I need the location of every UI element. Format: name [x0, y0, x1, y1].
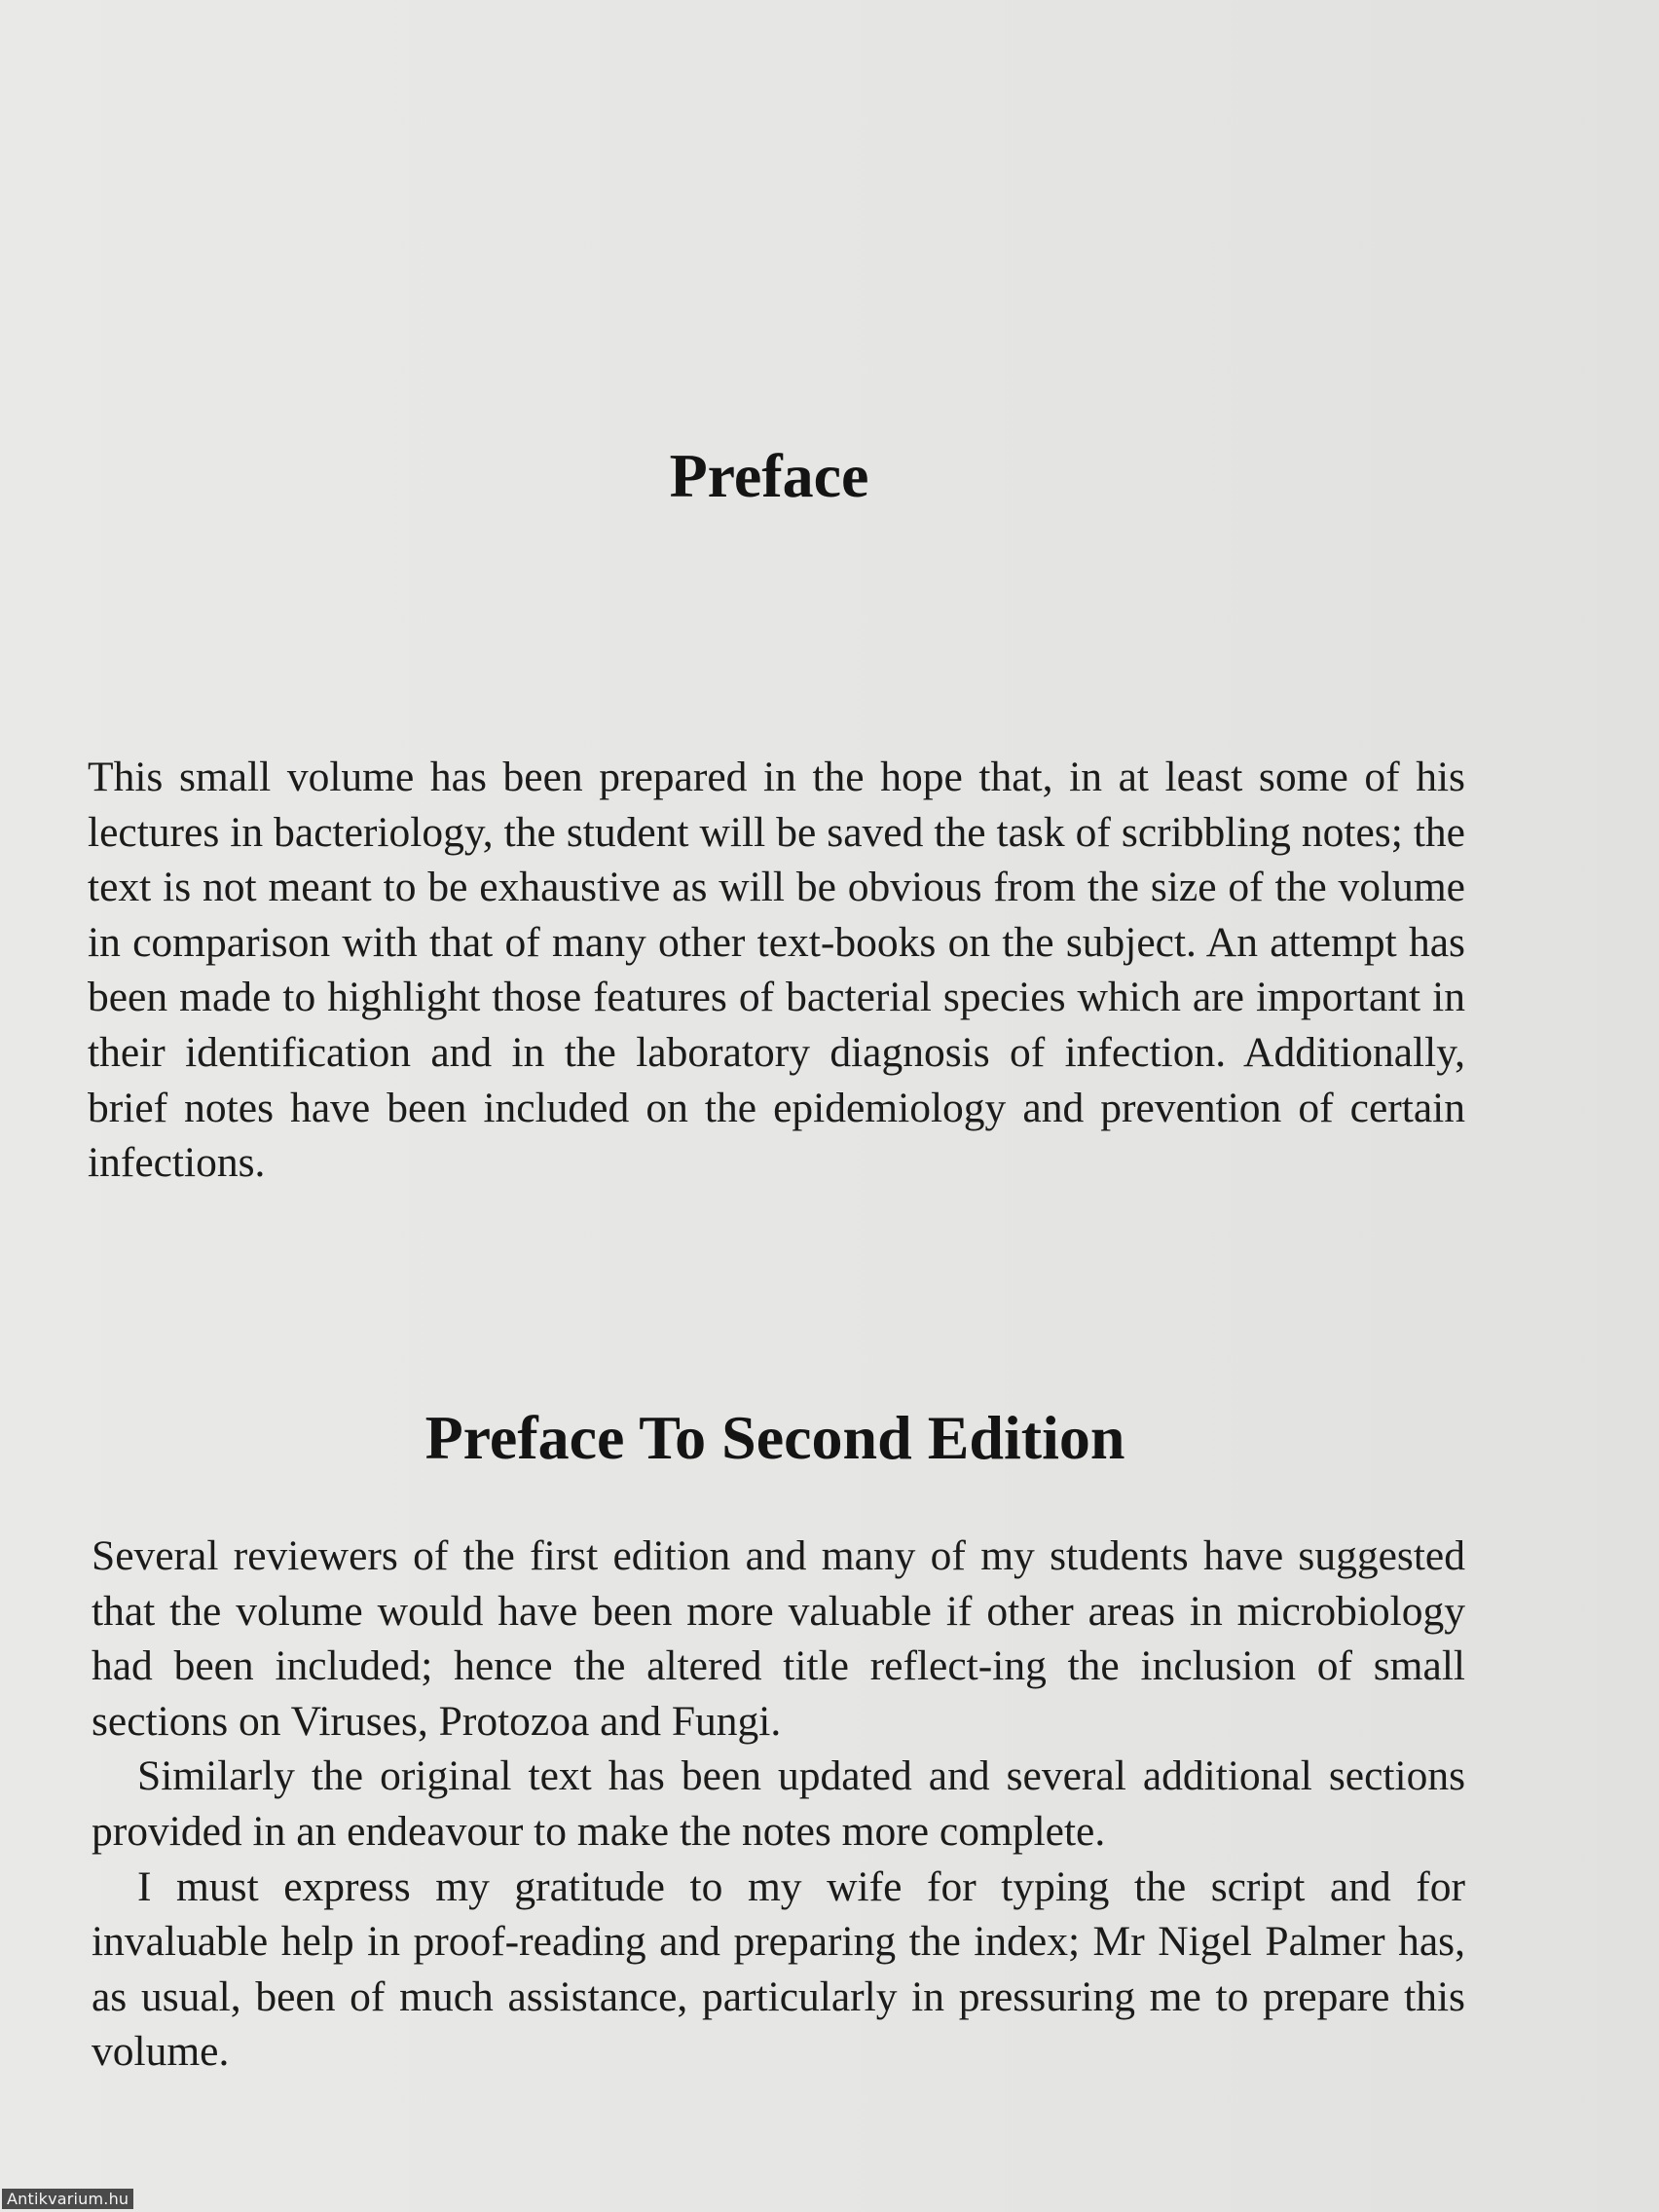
second-edition-body [92, 1529, 1465, 2080]
watermark-label: Antikvarium.hu [2, 2189, 133, 2209]
second-edition-paragraph-1: Several reviewers of the first edition and many of my students have suggested that the volume would have been more valuable if other areas in microbiology had been included; hence the altered title reflect-ing the inclusion of small sections on Viruses, Protozoa and Fungi. [92, 1532, 1465, 1745]
second-edition-paragraph-2: Similarly the original text has been updated and several additional sections provided in an endeavour to make the notes more complete. [92, 1752, 1465, 1855]
preface-body [88, 750, 1465, 1191]
preface-paragraph: This small volume has been prepared in the hope that, in at least some of his lectures in bacteriology, the student will be saved the task of scribbling notes; the text is not meant to be exhaustive as will be obvious from the size of the volume in comparison with that of many other text-books on the subject. An attempt has been made to highlight those features of bacterial species which are important in their identification and in the laboratory diagnosis of infection. Additionally, brief notes have been included on the epidemiology and prevention of certain infections. [88, 754, 1465, 1187]
preface-title: Preface [669, 441, 869, 510]
second-edition-paragraph-3: I must express my gratitude to my wife for typing the script and for invaluable help in proof-reading and preparing the index; Mr Nigel Palmer has, as usual, been of much assistance, particularly in pressuring me to prepare this volume. [92, 1862, 1465, 2076]
second-edition-title: Preface To Second Edition [424, 1403, 1125, 1472]
